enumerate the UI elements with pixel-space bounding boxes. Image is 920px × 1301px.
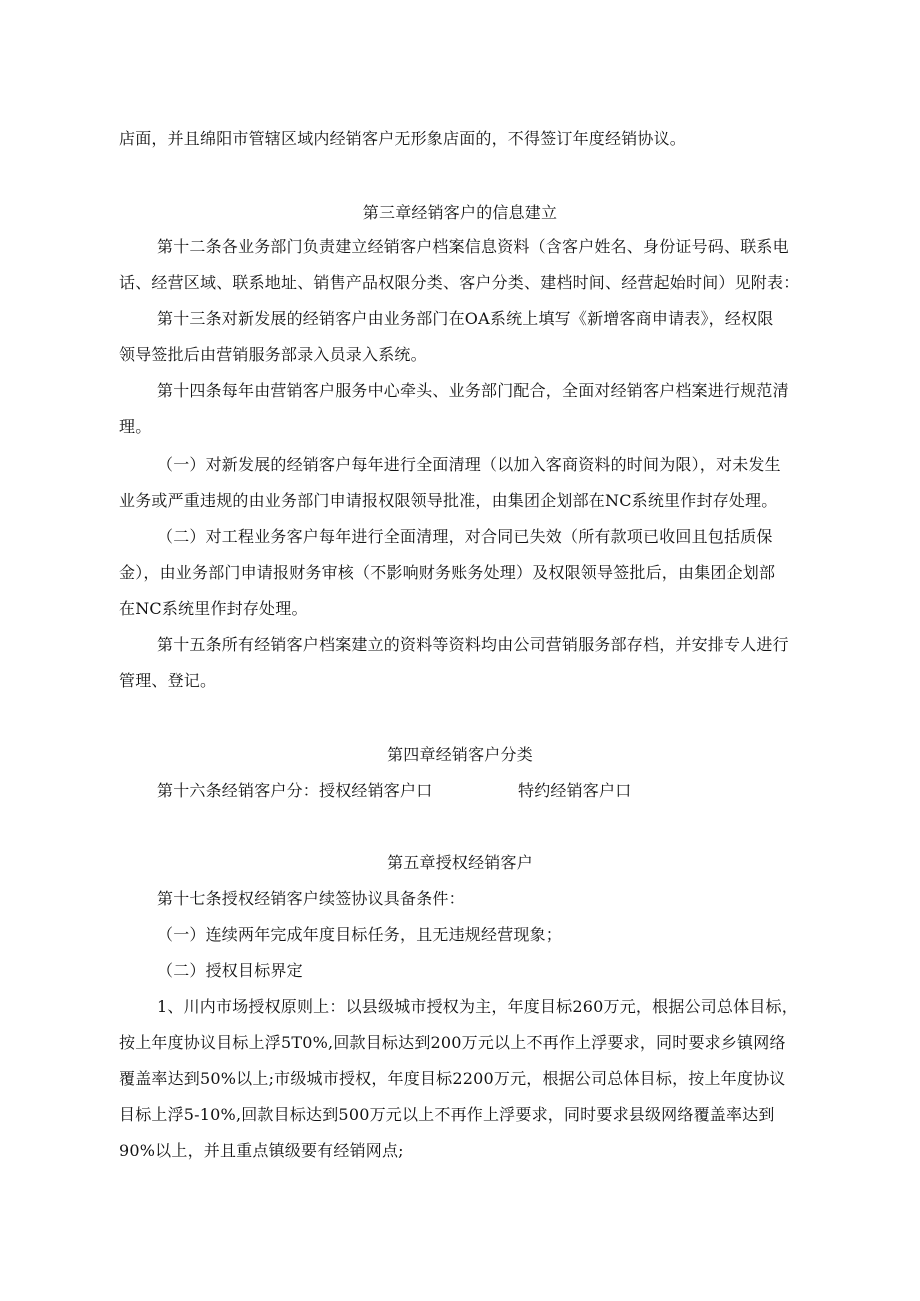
text-line: 目标上浮5-10%,回款目标达到500万元以上不再作上浮要求，同时要求县级网络覆盖率达到 [119, 1105, 775, 1124]
chapter-heading: 第五章授权经销客户 [387, 853, 533, 872]
text-line: （一）连续两年完成年度目标任务，且无违规经营现象； [157, 925, 563, 944]
text-line: 在NC系统里作封存处理。 [119, 599, 308, 618]
text-line: 第十五条所有经销客户档案建立的资料等资料均由公司营销服务部存档，并安排专人进行 [157, 635, 789, 654]
text-line: 1、川内市场授权原则上：以县级城市授权为主，年度目标260万元，根据公司总体目标， [157, 997, 798, 1016]
text-line: 第十四条每年由营销客户服务中心牵头、业务部门配合，全面对经销客户档案进行规范清 [157, 381, 789, 400]
text-line: 第十六条经销客户分：授权经销客户口 [157, 781, 433, 800]
text-line: 第十七条授权经销客户续签协议具备条件： [157, 889, 465, 908]
text-line: 店面，并且绵阳市管辖区域内经销客户无形象店面的，不得签订年度经销协议。 [119, 129, 687, 148]
text-line: 金），由业务部门申请报财务审核（不影响财务账务处理）及权限领导签批后，由集团企划部 [119, 563, 776, 582]
text-line: 理。 [119, 417, 152, 436]
text-line: （二）对工程业务客户每年进行全面清理，对合同已失效（所有款项已收回且包括质保 [157, 527, 773, 546]
text-line: 覆盖率达到50%以上;市级城市授权，年度目标2200万元，根据公司总体目标，按上年度协议 [119, 1069, 786, 1088]
text-line: 90%以上，并且重点镇级要有经销网点; [119, 1141, 404, 1160]
chapter-heading: 第四章经销客户分类 [387, 745, 533, 764]
chapter-heading: 第三章经销客户的信息建立 [362, 203, 558, 222]
text-line: （二）授权目标界定 [157, 961, 303, 980]
text-line: 第十三条对新发展的经销客户由业务部门在OA系统上填写《新增客商申请表》，经权限 [157, 309, 774, 328]
text-line: 按上年度协议目标上浮5T0%,回款目标达到200万元以上不再作上浮要求，同时要求乡镇网络 [119, 1033, 786, 1052]
text-line: 管理、登记。 [119, 671, 217, 690]
text-line: （一）对新发展的经销客户每年进行全面清理（以加入客商资料的时间为限），对未发生 [157, 455, 781, 474]
text-line: 领导签批后由营销服务部录入员录入系统。 [119, 345, 427, 364]
text-line: 业务或严重违规的由业务部门申请报权限领导批准，由集团企划部在NC系统里作封存处理。 [119, 491, 778, 510]
text-line: 特约经销客户口 [518, 781, 632, 800]
text-line: 话、经营区域、联系地址、销售产品权限分类、客户分类、建档时间、经营起始时间）见附表： [119, 273, 800, 292]
text-line: 第十二条各业务部门负责建立经销客户档案信息资料（含客户姓名、身份证号码、联系电 [157, 237, 789, 256]
